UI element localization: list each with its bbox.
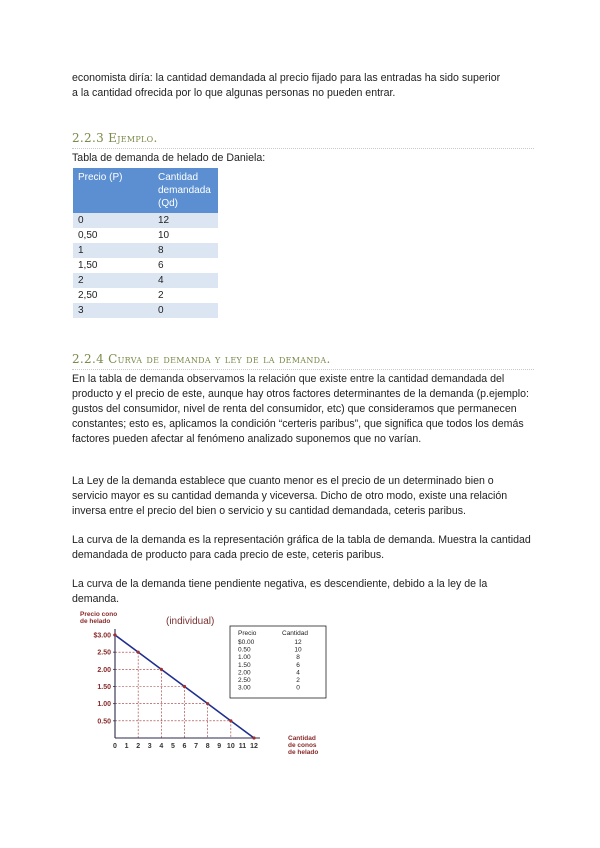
- data-point: [113, 633, 116, 636]
- intro-line-2: a la cantidad ofrecida por lo que algunas personas no pueden entrar.: [72, 87, 396, 99]
- x-tick-label: 10: [226, 743, 235, 750]
- intro-line-1: economista diría: la cantidad demandada al precio fijado para las entradas ha sido superior: [72, 72, 501, 84]
- inset-row-quantity: 4: [296, 669, 300, 677]
- y-tick-label: $3.00: [93, 632, 111, 640]
- x-tick-label: 9: [217, 743, 222, 750]
- y-tick-label: 2.00: [97, 666, 111, 674]
- table-row: 2 4: [73, 273, 218, 288]
- x-tick-label: 11: [238, 743, 247, 750]
- heading-divider: [72, 148, 534, 149]
- table-row: 0 12: [73, 213, 218, 228]
- x-axis-label-3: de helado: [288, 749, 319, 756]
- y-axis-label-2: de helado: [80, 618, 111, 625]
- inset-header-quantity: Cantidad: [282, 630, 309, 637]
- header-price: Precio (P): [73, 168, 153, 213]
- inset-row-price: 0.50: [238, 646, 251, 654]
- inset-row-quantity: 0: [296, 684, 300, 692]
- paragraph-demand-law: La Ley de la demanda establece que cuanto menor es el precio de un determinado bien o servicio mayor es su cantidad demanda y viceversa. Dicho de otro modo, existe una relación inversa entre el precio del bien o servicio y su cantidad demandada, ceteris paribus.: [72, 475, 508, 517]
- table-caption: Tabla de demanda de helado de Daniela:: [72, 152, 266, 164]
- x-tick-label: 8: [205, 743, 210, 750]
- heading-divider: [72, 369, 534, 370]
- inset-row-price: 2.00: [238, 669, 251, 677]
- demand-curve-chart: [78, 608, 340, 758]
- y-tick-label: 1.50: [97, 684, 111, 691]
- x-tick-label: 7: [194, 743, 199, 750]
- paragraph-demand-table: En la tabla de demanda observamos la relación que existe entre la cantidad demandada del producto y el precio de este, aunque hay otros factores determinantes de la demanda (p.ejemplo: gustos del consumidor, nivel de renta del consumidor, etc) que consideramos que permanecen constantes; esto es, aplicamos la condición “certeris paribus”, que significa que todos los demás factores pueden afectar al fenómeno analizado suponemos que no varían.: [72, 373, 529, 445]
- x-tick-label: 5: [170, 743, 175, 750]
- x-tick-label: 4: [159, 743, 164, 750]
- y-tick-label: 1.00: [97, 701, 111, 709]
- data-point: [252, 736, 255, 739]
- x-tick-label: 0: [113, 743, 117, 750]
- x-tick-label: 6: [182, 743, 187, 750]
- x-tick-label: 1: [124, 743, 129, 750]
- data-point: [229, 719, 232, 722]
- data-point: [183, 685, 186, 688]
- section-heading-curve: 2.2.4 Curva de demanda y ley de la demanda.: [72, 352, 331, 366]
- y-tick-label: 0.50: [97, 718, 111, 726]
- header-quantity: Cantidad demandada (Qd): [153, 168, 218, 213]
- y-axis-label-1: Precio cono: [80, 611, 118, 618]
- inset-header-price: Precio: [238, 630, 257, 637]
- paragraph-negative-slope: La curva de la demanda tiene pendiente negativa, es descendiente, debido a la ley de la demanda.: [72, 578, 488, 605]
- inset-row-quantity: 10: [294, 646, 302, 654]
- inset-row-quantity: 6: [296, 661, 300, 669]
- data-point: [160, 668, 163, 671]
- table-row: 3 0: [73, 303, 218, 318]
- table-row: 1 8: [73, 243, 218, 258]
- inset-row-quantity: 12: [294, 639, 302, 646]
- data-point: [137, 651, 140, 654]
- x-axis-label-2: de conos: [288, 742, 317, 749]
- section-heading-example: 2.2.3 Ejemplo.: [72, 131, 158, 145]
- data-point: [206, 702, 209, 705]
- inset-row-price: 1.50: [238, 661, 251, 669]
- inset-row-quantity: 8: [296, 654, 300, 662]
- demand-table: [73, 168, 218, 318]
- inset-row-price: 1.00: [238, 654, 251, 662]
- paragraph-demand-curve: La curva de la demanda es la representación gráfica de la tabla de demanda. Muestra la cantidad demandada de producto para cada precio de este, ceteris paribus.: [72, 534, 531, 561]
- chart-title: (individual): [166, 616, 215, 627]
- y-tick-label: 2.50: [97, 649, 111, 657]
- table-row: 0,50 10: [78, 230, 170, 241]
- inset-row-price: 3.00: [238, 684, 251, 692]
- x-tick-label: 12: [250, 743, 258, 750]
- table-row: 2,50 2: [78, 290, 164, 301]
- x-tick-label: 3: [147, 743, 152, 750]
- inset-row-quantity: 2: [296, 677, 300, 684]
- table-row: 1,50 6: [78, 260, 164, 271]
- inset-row-price: $0.00: [238, 639, 255, 646]
- table-header-row: [73, 168, 218, 213]
- intro-paragraph: [72, 71, 532, 101]
- x-tick-label: 2: [136, 743, 141, 750]
- inset-row-price: 2.50: [238, 677, 251, 684]
- x-axis-label-1: Cantidad: [288, 735, 316, 742]
